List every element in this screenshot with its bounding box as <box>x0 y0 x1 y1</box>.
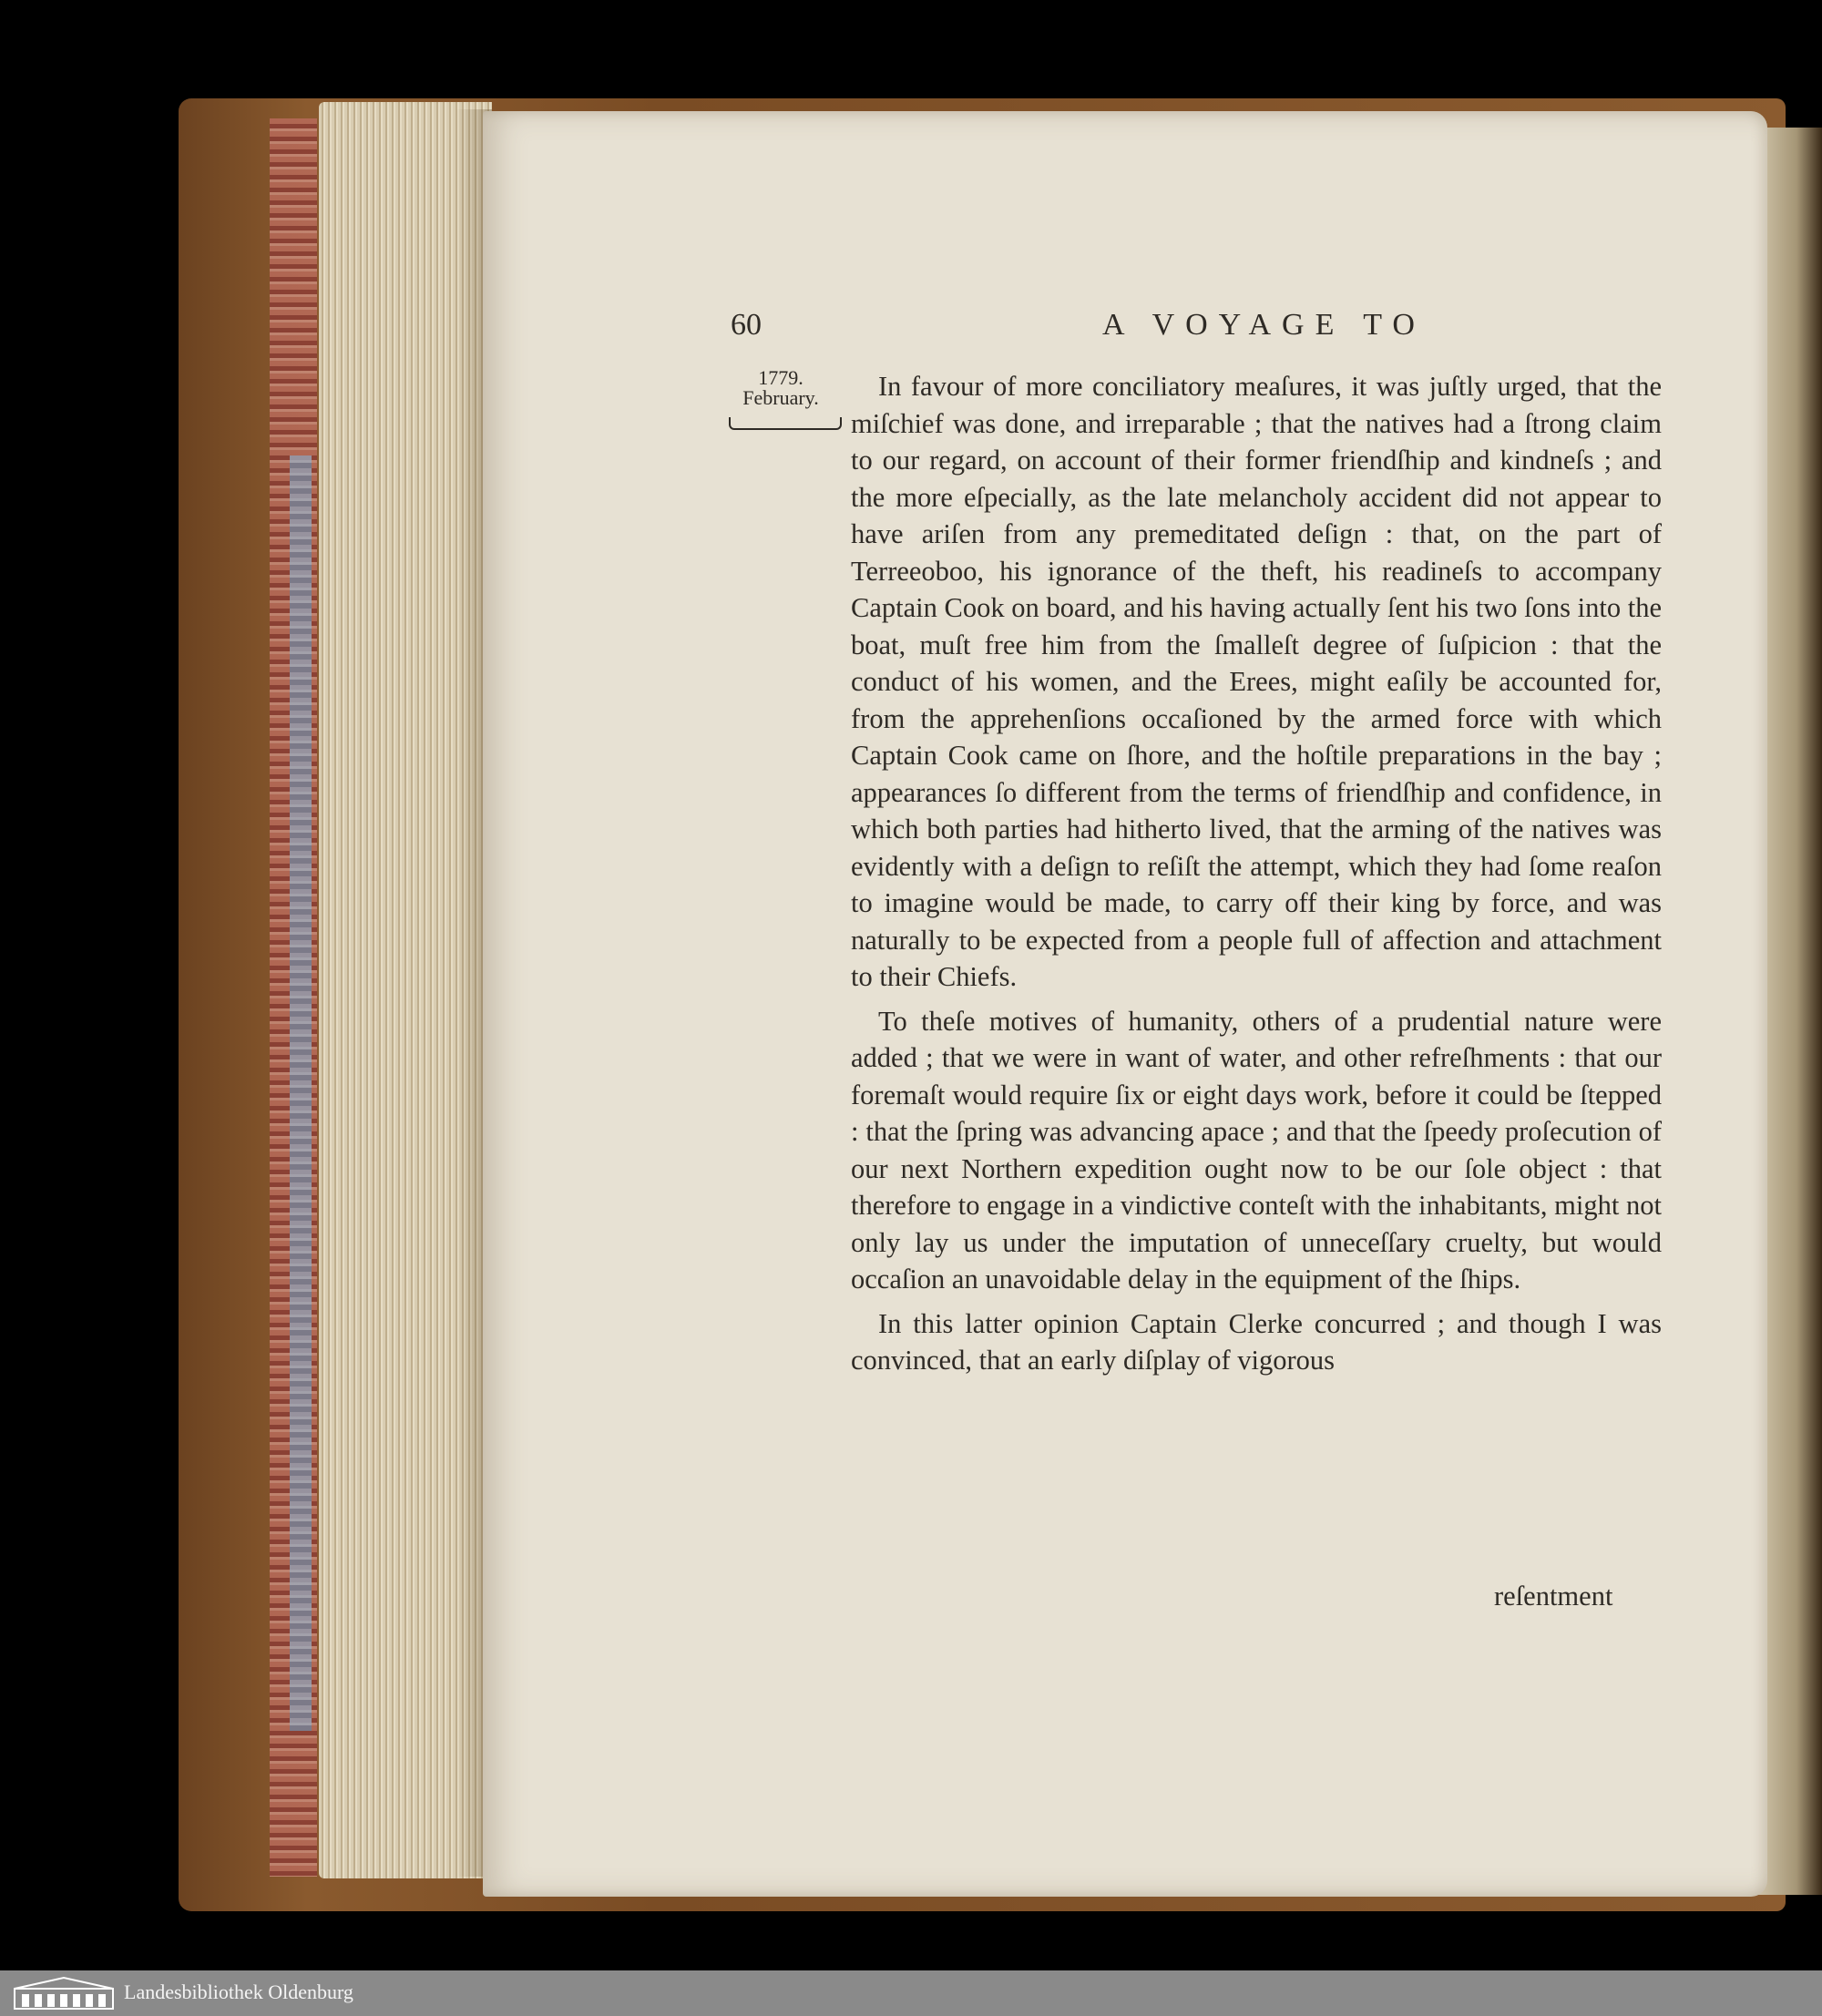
body-text <box>851 368 1662 1387</box>
margin-note <box>722 368 840 408</box>
library-label: Landesbibliothek Oldenburg <box>124 1980 353 2003</box>
paragraph: In this latter opinion Captain Clerke concurred ; and though I was convinced, that an early diſplay of vigorous <box>851 1307 1662 1376</box>
paragraph: In favour of more conciliatory meaſures, it was juſtly urged, that the miſchief was done, and irreparable ; that the natives had a ſtrong claim to our regard, on account of their former friendſhip and kindneſs ; and the more eſpecially, as the late melancholy accident did not appear to have ariſen from any premeditated deſign : that, on the part of Terreeoboo, his ignorance of the theft, his readineſs to accompany Captain Cook on board, and his having actually ſent his two ſons into the boat, muſt free him from the ſmalleſt degree of ſuſpicion : that the conduct of his women, and the Erees, might eaſily be accounted for, from the apprehenſions occaſioned by the armed force with which Captain Cook came on ſhore, and the hoſtile preparations in the bay ; appearances ſo different from the terms of friendſhip and confidence, in which both parties had hitherto lived, that the arming of the natives was evidently with a deſign to reſiſt the attempt, which they had ſome reaſon to imagine would be made, to carry off their king by force, and was naturally to be expected from a people full of affection and attachment to their Chiefs. <box>851 371 1662 992</box>
library-building-icon <box>13 1976 115 2011</box>
marbled-endpaper-blue <box>290 455 312 1731</box>
margin-note-month: February. <box>742 386 819 409</box>
catchword: reſentment <box>1494 1581 1613 1612</box>
margin-note-year: 1779. <box>758 366 804 389</box>
footer-bar <box>0 1970 1822 2016</box>
paragraph: To theſe motives of humanity, others of a prudential nature were added ; that we were in want of water, and other refreſhments : that our foremaſt would require ſix or eight days work, before it could be ſtepped : that the ſpring was advancing apace ; and that the ſpeedy proſecution of our next Northern expedition ought now to be our ſole object : that therefore to engage in a vindictive conteſt with the inhabitants, might not only lay us under the imputation of unneceſſary cruelty, but would occaſion an unavoidable delay in the equipment of the ſhips. <box>851 1005 1662 1295</box>
page-number: 60 <box>731 308 762 342</box>
margin-brace <box>729 417 842 430</box>
right-page-edge <box>1758 128 1822 1895</box>
running-head: A VOYAGE TO <box>1102 308 1426 342</box>
